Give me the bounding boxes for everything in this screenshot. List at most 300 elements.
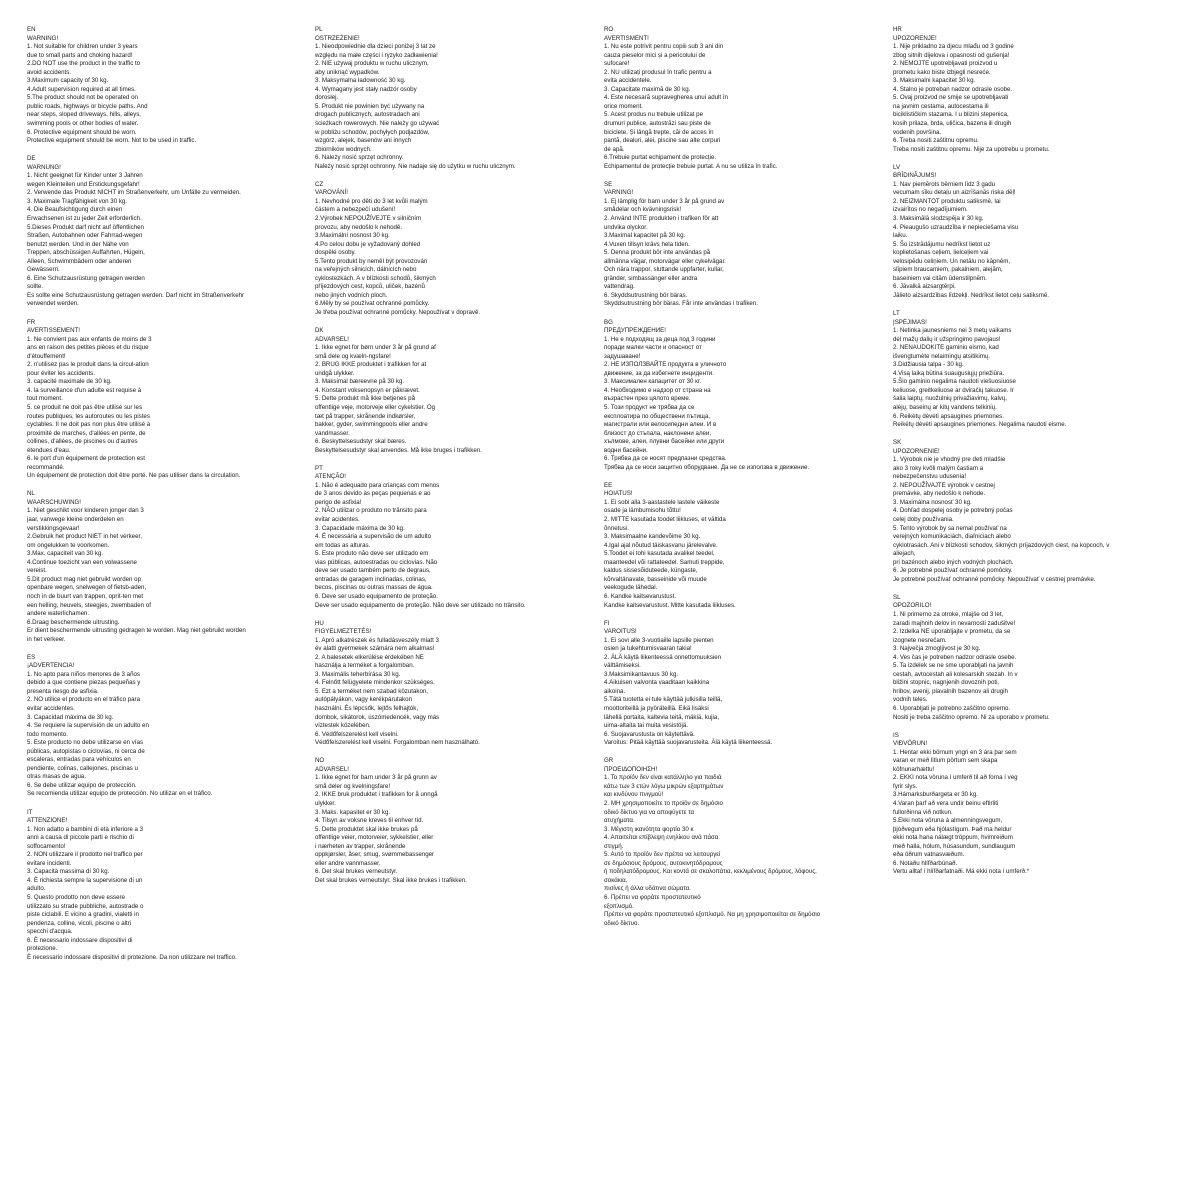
warning-line: entradas de garagem inclinadas, colinas, bbox=[315, 575, 427, 583]
warning-line: Protective equipment should be worn. Not to be used in traffic. bbox=[27, 137, 197, 145]
warning-line: 6. Uporabljati je potrebno zaščitno opremo. bbox=[893, 705, 1011, 713]
warning-line: 2. NU utilizați produsul în trafic pentru a bbox=[604, 68, 712, 76]
warning-line: ekki nota hana nálægt tröppum, hvimreiðum bbox=[893, 834, 1013, 842]
warning-section-sl bbox=[893, 594, 1175, 722]
warning-line: 5. Šo izstrādājumu nedrīkst lietot uz bbox=[893, 240, 991, 248]
warning-line: em todas as alturas. bbox=[315, 541, 371, 549]
language-code: HR bbox=[893, 26, 902, 33]
warning-section-nl bbox=[27, 490, 309, 644]
warning-line: õnnetusi. bbox=[604, 524, 629, 532]
language-code: HU bbox=[315, 619, 324, 627]
warning-line: 1. Не е подходящ за деца под 3 години bbox=[604, 335, 716, 343]
warning-line: експлоатира по обществени пътища, bbox=[604, 412, 711, 420]
warning-line: oppkjørsler, åser, smug, svømmebassenger bbox=[315, 851, 435, 859]
warning-line: 3.Maximální nosnost 30 kg. bbox=[315, 232, 390, 240]
warning-line: allmänna vägar, motorvägar eller cykelvägar. bbox=[604, 257, 726, 265]
warning-line: varan er með litlum pörtum sem skapa bbox=[893, 757, 998, 765]
warning-line: verwendet werden. bbox=[27, 300, 79, 308]
warning-section-hr bbox=[893, 26, 1175, 154]
warning-line: specchi d'acqua. bbox=[27, 928, 73, 936]
warning-line: 4.Po celou dobu je vyžadovaný dohled bbox=[315, 240, 421, 248]
warning-line: οδικό δίκτυο. bbox=[604, 919, 640, 927]
warning-line: routes publiques, les autoroutes ou les pistes bbox=[27, 412, 150, 420]
warning-line: evita accidentele. bbox=[604, 77, 652, 85]
warning-line: sufocare! bbox=[604, 60, 630, 68]
language-code: CZ bbox=[315, 180, 324, 188]
warning-line: osien ja tukehtumisvaaran takia! bbox=[604, 645, 692, 653]
warning-line: 1. Výrobok nie je vhodný pre deti mladšie bbox=[893, 456, 1006, 464]
warning-line: 3. Maximale Tragfähigkeit von 30 kg. bbox=[27, 197, 128, 205]
warning-line: 5.Tento produkt by neměl být provozován bbox=[315, 257, 428, 265]
language-code: NL bbox=[27, 490, 35, 498]
warning-line: 5. Questo prodotto non deve essere bbox=[27, 894, 125, 901]
warning-line: ulykker. bbox=[315, 799, 336, 807]
warning-line: 2. NÃO utilizar o produto no trânsito para bbox=[315, 507, 427, 515]
warning-line: alėjų, baseinų ar kitų vandens telkinių. bbox=[893, 403, 997, 411]
warning-line: 5.Šio gaminio negalima naudoti viešuosiuose bbox=[893, 378, 1016, 386]
warning-line: поради малки части и опасност от bbox=[604, 344, 702, 352]
warning-line: becos, piscinas ou outras massas de água. bbox=[315, 584, 433, 592]
warning-line: ATENÇÃO! bbox=[315, 473, 346, 481]
warning-line: vattendrag. bbox=[604, 283, 635, 291]
warning-line: příjezdových cest, kopců, uliček, bazénů bbox=[315, 283, 425, 291]
warning-line: evitare incidenti. bbox=[27, 859, 72, 867]
warning-line: Je třeba používat ochranné pomůcky. Nepoužívat v dopravě. bbox=[315, 309, 481, 316]
warning-line: Es sollte eine Schutzausrüstung getragen werden. Darf nicht im Straßenverkehr bbox=[27, 291, 245, 299]
warning-line: 4. Se requiere la supervisión de un adulto en bbox=[27, 722, 149, 730]
warning-line: bakker, gyder, swimmingpools eller andre bbox=[315, 421, 428, 429]
warning-line: 3. Μέγιστη ικανότητα φορτίο 30 κ bbox=[604, 825, 694, 833]
warning-line: adulto. bbox=[27, 885, 46, 893]
warning-line: public roads, highways or bicycle paths. And bbox=[27, 102, 148, 110]
warning-line: evitar acidentes. bbox=[315, 516, 360, 524]
warning-line: év alatti gyermekek számára nem alkalmas! bbox=[315, 645, 435, 653]
warning-line: částem a nebezpečí udušení! bbox=[315, 206, 396, 214]
warning-line: Det skal brukes verneutstyr. Skal ikke brukes i trafikken. bbox=[315, 876, 467, 884]
warning-line: 4.Continue toezicht van een volwassene bbox=[27, 558, 137, 566]
warning-line: 2. EKKI nota vöruna í umferð til að forna í veg bbox=[893, 774, 1018, 782]
warning-line: 3. Maximális teherbírása 30 kg. bbox=[315, 670, 401, 678]
warning-line: 6. Πρέπει να φοράτε προστατευτικό bbox=[604, 894, 701, 901]
warning-line: d'étouffement! bbox=[27, 352, 66, 360]
warning-line: Gewässern. bbox=[27, 266, 60, 274]
warning-line: premávke, aby nedošlo k nehode. bbox=[893, 490, 986, 498]
warning-line: piste ciclabili. E vicino a gradini, vialetti in bbox=[27, 911, 139, 919]
warning-line: ĮSPĖJIMAS! bbox=[893, 318, 927, 326]
warning-line: πισίνες ή άλλα υδάτινα σώματα. bbox=[604, 885, 691, 893]
warning-line: 5. Denna produkt bör inte användas på bbox=[604, 249, 711, 257]
warning-line: Och nära trappor, sluttande uppfarter, kullar, bbox=[604, 266, 724, 274]
warning-line: near steps, sloped driveways, hills, alleys, bbox=[27, 111, 141, 119]
warning-line: ή ποδηλατόδρομους. Και κοντά σε σκαλοπάτια, κεκλιμένους δρόμους, λόφους, bbox=[604, 868, 817, 876]
language-code: LT bbox=[893, 309, 900, 317]
warning-line: de 3 anos devido às peças pequenas e ao bbox=[315, 490, 431, 498]
warning-section-bg bbox=[604, 319, 886, 473]
warning-line: deve ser usado também perto de degraus, bbox=[315, 567, 431, 575]
warning-line: zbiorników wodnych. bbox=[315, 145, 372, 153]
warning-line: 2. NEIZMANTOT produktu satiksmē, lai bbox=[893, 197, 1001, 205]
warning-line: swimming pools or other bodies of water. bbox=[27, 120, 139, 128]
warning-line: 3. Maksimalni kapacitet 30 kg. bbox=[893, 77, 976, 85]
warning-line: små deler og kvelningsfare! bbox=[315, 782, 391, 790]
warning-line: 6.Trebuie purtat echipament de protecție. bbox=[604, 154, 717, 162]
warning-line: 5. Ovaj proizvod ne smije se upotrebljavati bbox=[893, 94, 1009, 102]
warning-section-lt bbox=[893, 310, 1175, 430]
warning-line: w pobliżu schodów, pochyłych podjazdów, bbox=[315, 128, 430, 136]
warning-line: smådelar och kvävningsrisk! bbox=[604, 206, 682, 214]
warning-line: 3. Capacitate maximă de 30 kg. bbox=[604, 85, 691, 93]
warning-line: σε δημόσιους δρόμους, αυτοκινητόδρομους bbox=[604, 859, 723, 867]
warning-line: een helling, heuvels, steegjes, zwembaden of bbox=[27, 601, 151, 609]
warning-line: openbare wegen, snelwegen of fietsb-aden, bbox=[27, 584, 147, 592]
warning-line: 2. NEMOJTE upotrebljavati proizvod u bbox=[893, 60, 998, 68]
warning-line: 6.Draag beschermende uitrusting. bbox=[27, 618, 120, 626]
warning-line: vandmasser. bbox=[315, 429, 350, 437]
warning-line: 5. Ezt a terméket nem szabad közutakon, bbox=[315, 687, 428, 695]
column-2 bbox=[315, 26, 597, 895]
language-code: LV bbox=[893, 163, 901, 171]
warning-section-sk bbox=[893, 439, 1175, 584]
warning-line: εξοπλισμό. bbox=[604, 902, 634, 910]
warning-line: 5.Dieses Produkt darf nicht auf öffentlichen bbox=[27, 223, 144, 231]
warning-line: eller andre vannmasser. bbox=[315, 859, 381, 867]
warning-line: ¡ADVERTENCIA! bbox=[27, 662, 75, 670]
warning-line: HOIATUS! bbox=[604, 490, 633, 498]
warning-line: dorosłej. bbox=[315, 94, 339, 102]
warning-line: 5. Dette produkt må ikke betjenes på bbox=[315, 395, 416, 403]
warning-line: fyrir slys. bbox=[893, 782, 918, 790]
warning-line: 4. É necessária a supervisão de um adulto bbox=[315, 533, 432, 541]
language-code: NO bbox=[315, 757, 325, 765]
warning-line: osade ja lämbumisohu tõttu! bbox=[604, 507, 681, 515]
warning-line: 6. Kandke kaitsevarustust. bbox=[604, 592, 677, 600]
warning-line: presenta riesgo de asfixia. bbox=[27, 687, 99, 695]
warning-line: Se recomienda utilizar equipo de protección. No utilizar en el tráfico. bbox=[27, 790, 213, 798]
warning-line: 6. Se debe utilizar equipo de protección. bbox=[27, 781, 137, 789]
warning-line: gränder, simbassänger eller andra bbox=[604, 274, 698, 282]
warning-line: 6. Jāvalkā aizsargtērpi. bbox=[893, 283, 956, 291]
warning-line: þjóðvegum eða hjólastígum. Það ma heldur bbox=[893, 825, 1012, 833]
warning-line: koplietošanas ceļiem, lielceļiem vai bbox=[893, 249, 989, 257]
warning-line: 1. Ikke egnet for barn under 3 år på grunn av bbox=[315, 774, 437, 782]
warning-line: vecumam sīku detaļu un aizrīšanās riska dēļ! bbox=[893, 189, 1016, 197]
warning-line: recommandé. bbox=[27, 463, 65, 471]
warning-line: cauza pieselor mici și a pericolului de bbox=[604, 51, 706, 59]
warning-line: protezione. bbox=[27, 945, 58, 953]
warning-line: 2. NEPOUŽÍVAJTE výrobok v cestnej bbox=[893, 481, 995, 489]
warning-line: 4. Felnőtt felügyelete mindenkor szükséges. bbox=[315, 679, 435, 687]
warning-line: 5.Toodet ei tohi kasutada avalikel teedel, bbox=[604, 550, 715, 558]
warning-line: ATTENZIONE! bbox=[27, 817, 68, 825]
warning-line: Reikėtų dėvėti apsaugines priemones. Negalima naudoti eisme. bbox=[893, 421, 1067, 429]
warning-line: ΠΡΟΕΙΔΟΠΟΙΗΣΗ! bbox=[604, 765, 658, 773]
warning-line: 4. Este necesară supravegherea unui adult în bbox=[604, 94, 728, 102]
warning-line: 1. Ikke egnet for børn under 3 år på grund af bbox=[315, 344, 436, 352]
warning-line: víztestek közelében. bbox=[315, 722, 371, 730]
warning-line: zbog sitnih dijelova i opasnosti od gušenja! bbox=[893, 51, 1010, 59]
warning-section-it bbox=[27, 809, 309, 963]
warning-line: prometu kako biste izbjegli nesreće. bbox=[893, 68, 991, 76]
warning-line: 1. Το προϊόν δεν είναι κατάλληλο για παιδιά bbox=[604, 774, 722, 782]
warning-line: 2.Gebruik het product NIET in het verkeer, bbox=[27, 533, 142, 541]
warning-line: 5. ce produit ne doit pas être utilisé sur les bbox=[27, 403, 143, 411]
warning-line: względu na małe części i ryzyko zadławienia! bbox=[315, 51, 438, 59]
warning-line: Nositi je treba zaščitno opremo. Ni za uporabo v prometu. bbox=[893, 713, 1050, 721]
warning-line: drogach publicznych, autostradach ani bbox=[315, 111, 420, 119]
warning-line: hribov, avenij, plavalnih bazenov ali drugih bbox=[893, 687, 1008, 695]
warning-line: 3. Maximálna nosnosť 30 kg. bbox=[893, 498, 972, 506]
language-code: PT bbox=[315, 464, 323, 472]
warning-line: tæt på trapper, skrånende indkørsler, bbox=[315, 412, 416, 420]
warning-line: 5. Este produto não deve ser utilizado em bbox=[315, 550, 429, 558]
warning-line: keliuose, greitkeliuose ar dviračių takuose. Ir bbox=[893, 386, 1014, 394]
warning-line: pendenza, colline, vicoli, piscine o altri bbox=[27, 919, 132, 927]
warning-line: offentlige veje, motorveje eller cykelstier. Og bbox=[315, 403, 436, 411]
warning-line: 3.Maximum capacity of 30 kg. bbox=[27, 77, 109, 85]
warning-line: fullorðinna við notkun. bbox=[893, 808, 953, 816]
warning-line: Kandke kaitsevarustust. Mitte kasutada liikluses. bbox=[604, 601, 736, 609]
warning-line: 6. È necessario indossare dispositivi di bbox=[27, 936, 133, 944]
warning-line: ατυχήματα. bbox=[604, 817, 635, 825]
warning-line: noch in de buurt van trappen, oprit-ten met bbox=[27, 592, 144, 600]
warning-line: 5. Dette produktet skal ikke brukes på bbox=[315, 825, 418, 833]
warning-line: 5.Tätä tuotetta ei tule käyttää julkisilla teillä, bbox=[604, 696, 723, 704]
language-code: GR bbox=[604, 757, 614, 765]
warning-line: 4.Adult supervision required at all times. bbox=[27, 85, 136, 93]
warning-line: na veřejných silnicích, dálnicích nebo bbox=[315, 266, 417, 274]
warning-line: Vertu alltaf í hlífðarfatnaði. Má ekki nota í umferð.* bbox=[893, 868, 1030, 876]
warning-line: de apă. bbox=[604, 145, 625, 153]
warning-line: 1. Ni primerno za otroke, mlajše od 3 let, bbox=[893, 611, 1004, 618]
warning-line: Трябва да се носи защитно оборудване. Да не се използва в движение. bbox=[604, 463, 810, 471]
warning-line: biciclete. Și lângă trepte, căi de acces în bbox=[604, 128, 714, 136]
warning-line: 3. Maksymalna ładowność 30 kg. bbox=[315, 77, 406, 85]
warning-line: utilizzato su strade pubbliche, autostrade o bbox=[27, 902, 144, 910]
warning-line: 3. Максимален капацитет от 30 кг. bbox=[604, 378, 702, 386]
warning-line: kõrvaltänavate, basseinide või muude bbox=[604, 575, 707, 583]
warning-line: 3. Capacidad máxima de 30 kg. bbox=[27, 713, 114, 721]
warning-line: 5.The product should not be operated on bbox=[27, 94, 138, 102]
warning-line: otras masas de agua. bbox=[27, 773, 87, 781]
warning-section-is bbox=[893, 732, 1175, 877]
warning-line: 4. Wymagany jest stały nadzór osoby bbox=[315, 85, 417, 93]
warning-section-hu bbox=[315, 620, 597, 748]
warning-line: 4.Aikuisen valvonta vaaditaan kaikkina bbox=[604, 679, 710, 687]
warning-line: ako 3 roky kvôli malým častiam a bbox=[893, 464, 984, 472]
warning-line: È necessario indossare dispositivi di protezione. Da non utilizzare nel traffico. bbox=[27, 953, 237, 961]
language-code: SK bbox=[893, 439, 902, 447]
warning-line: Je potrebné používať ochranné pomôcky. Nepoužívať v cestnej premávke. bbox=[893, 575, 1096, 583]
warning-line: dėl mažų dalių ir užspringimo pavojaus! bbox=[893, 335, 1001, 343]
warning-line: BRĪDINĀJUMS! bbox=[893, 172, 937, 180]
warning-line: 1. Niet geschikt voor kinderen jonger dan 3 bbox=[27, 507, 144, 515]
warning-line: водни басейни. bbox=[604, 446, 648, 454]
warning-line: 1. Nav piemērots bērniem līdz 3 gadu bbox=[893, 180, 996, 188]
language-code: SE bbox=[604, 180, 613, 188]
warning-line: dombok, sikátorok, úszómedencék, vagy más bbox=[315, 713, 440, 721]
warning-line: близост до стъпала, наклонени алеи, bbox=[604, 429, 712, 437]
warning-line: biciklističkim stazama. I u blizini stepenica, bbox=[893, 111, 1009, 119]
warning-line: UPOZORNENIE! bbox=[893, 447, 940, 455]
warning-section-ee bbox=[604, 482, 886, 610]
warning-section-cz bbox=[315, 181, 597, 318]
warning-line: slīpiem braucamiem, pakalniem, alejām, bbox=[893, 266, 1003, 274]
warning-line: 4. Необходимо е надзор от страна на bbox=[604, 386, 711, 394]
warning-line: aby uniknąć wypadków. bbox=[315, 68, 380, 76]
warning-line: VIÐVÖRUN! bbox=[893, 740, 928, 748]
warning-line: 4.Igal ajal nõutud täiskasvanu järelevalve. bbox=[604, 541, 718, 549]
warning-line: vias públicas, autoestradas ou ciclovias. Não bbox=[315, 558, 438, 566]
warning-line: 3.Maksimikantavuus 30 kg. bbox=[604, 670, 679, 678]
warning-line: wegen Kleinteilen und Erstickungsgefahr! bbox=[27, 180, 140, 188]
language-code: BG bbox=[604, 318, 613, 326]
warning-line: na javnim cestama, autocestama ili bbox=[893, 102, 989, 110]
warning-line: lähellä portaita, kaltevia teitä, mäkiä, kujia, bbox=[604, 713, 720, 721]
language-code: EN bbox=[27, 26, 36, 33]
warning-line: 4.Varan þarf að vera undir beinu eftirliti bbox=[893, 799, 999, 807]
warning-line: 3.Maximal kapacitet på 30 kg. bbox=[604, 232, 686, 240]
warning-line: 5. Tento výrobok by sa nemal používať na bbox=[893, 524, 1007, 532]
warning-line: escaleras, entradas para vehículos en bbox=[27, 756, 131, 764]
warning-line: vereist. bbox=[27, 567, 47, 575]
warning-line: 5. Este producto no debe utilizarse en vías bbox=[27, 739, 144, 747]
warning-line: 2.DO NOT use the product in the traffic to bbox=[27, 60, 141, 68]
warning-line: debido a que contiene piezas pequeñas y bbox=[27, 679, 141, 687]
warning-line: wzgórz, alejek, basenów ani innych bbox=[315, 137, 412, 145]
warning-line: provozu, aby nedošlo k nehodě. bbox=[315, 223, 403, 231]
warning-line: baseiniem vai citām ūdenstilpnēm. bbox=[893, 274, 987, 282]
warning-line: ścieżkach rowerowych. Nie należy go używać bbox=[315, 120, 440, 128]
warning-line: 3. Maksimālā slodzspēja ir 30 kg. bbox=[893, 214, 984, 222]
warning-line: 4. Ves čas je potreben nadzor odrasle osebe. bbox=[893, 653, 1017, 661]
warning-line: verejných komunikáciách, diaľniciach alebo bbox=[893, 533, 1011, 541]
warning-line: sollte. bbox=[27, 283, 44, 291]
warning-line: Erwachsenen ist zu jeder Zeit erforderlich. bbox=[27, 214, 142, 222]
warning-line: 2.Výrobek NEPOUŽÍVEJTE v silničním bbox=[315, 214, 422, 222]
warning-line: 3. Maksimaalne kandevõime 30 kg. bbox=[604, 533, 701, 541]
warning-line: Treppen, abschüssigen Auffahrten, Hügeln, bbox=[27, 249, 145, 257]
warning-line: 6. Treba nositi zaštitnu opremu. bbox=[893, 137, 979, 145]
language-code: DE bbox=[27, 155, 36, 163]
warning-line: todo momento. bbox=[27, 730, 68, 738]
warning-line: WAARSCHUWING! bbox=[27, 498, 82, 506]
warning-line: 4. Pieaugušo uzraudzība ir nepieciešama visu bbox=[893, 223, 1019, 231]
warning-line: offentlige veier, motorveier, sykkelstier, eller bbox=[315, 834, 434, 842]
warning-line: laiku. bbox=[893, 232, 908, 240]
warning-line: vodenih površina. bbox=[893, 128, 942, 136]
warning-line: 4. È richiesta sempre la supervisione di un bbox=[27, 876, 143, 884]
warning-line: 6. Skyddsutrustning bör bäras. bbox=[604, 291, 688, 299]
warning-line: 2. NO utilice el producto en el tráfico para bbox=[27, 696, 140, 704]
warning-line: Należy nosić sprzęt ochronny. Nie nadaje się do użytku w ruchu ulicznym. bbox=[315, 162, 516, 170]
warning-line: cyklostezkách. A v blízkosti schodů, šikmých bbox=[315, 274, 436, 282]
warning-line: Πρέπει να φοράτε προστατευτικό εξοπλισμό. Να μη χρησιμοποιείται σε δημόσιο bbox=[604, 911, 821, 919]
warning-line: nebo jiných vodních ploch. bbox=[315, 291, 388, 299]
warning-line: izvairītos no negadījumiem. bbox=[893, 206, 968, 214]
warning-line: eða öðrum vatnasvæðum. bbox=[893, 851, 965, 859]
warning-line: cyklotrasách. Ani v blízkosti schodov, šikmých príjazdových ciest, na kopcoch, v bbox=[893, 541, 1110, 549]
warning-line: 1. Nije prikladno za djecu mlađu od 3 godine bbox=[893, 43, 1014, 51]
warning-line: възрастен през цялото време. bbox=[604, 395, 691, 403]
warning-line: zaradi majhnih delov in nevarnosti zadušitve! bbox=[893, 619, 1016, 627]
warning-line: 6. Należy nosić sprzęt ochronny. bbox=[315, 154, 404, 162]
warning-line: cestah, avtocestah ali kolesarskih stezah. In v bbox=[893, 670, 1018, 678]
warning-line: 5. Ta izdelek se ne sme uporabljati na javnih bbox=[893, 662, 1014, 670]
warning-line: 1. Ei sovi alle 3-vuotiaille lapsille pienten bbox=[604, 636, 714, 644]
warning-line: 1. Nieodpowiednie dla dzieci poniżej 3 lat ze bbox=[315, 43, 436, 51]
warning-line: 4. Απαιτείται επίβλεψη ενηλίκου ανά πάσα bbox=[604, 834, 719, 842]
warning-line: Deve ser usado equipamento de proteção. Não deve ser utilizado no trânsito. bbox=[315, 601, 526, 609]
warning-line: due to small parts and choking hazard! bbox=[27, 51, 133, 59]
warning-line: 2. NENAUDOKITE gaminio eismo, kad bbox=[893, 344, 999, 352]
warning-line: 2. BRUG IKKE produktet i trafikken for at bbox=[315, 361, 427, 369]
warning-line: kaldus sissesõiduteede, küngaste, bbox=[604, 567, 698, 575]
warning-line: i nærheten av trapper, skrånende bbox=[315, 842, 406, 850]
warning-section-fr bbox=[27, 319, 309, 481]
warning-line: ADVARSEL! bbox=[315, 765, 350, 773]
warning-line: Védőfelszerelést kell viselni. Forgalomban nem használható. bbox=[315, 739, 480, 747]
warning-section-no bbox=[315, 757, 597, 885]
warning-line: használni. És lépcsők, lejtős felhajtók, bbox=[315, 705, 419, 713]
warning-line: Alleen, Schwimmbädern oder anderen bbox=[27, 257, 132, 265]
warning-line: bližini stopnic, nagnjenih dovoznih poti, bbox=[893, 679, 1000, 687]
column-3 bbox=[604, 26, 886, 938]
warning-section-fi bbox=[604, 620, 886, 748]
warning-line: 4. Konstant voksenopsyn er påkrævet. bbox=[315, 386, 420, 394]
warning-line: Skyddsutrustning bör bäras. Får inte användas i trafiken. bbox=[604, 300, 758, 308]
warning-line: οδικό δίκτυο για να αποφύγετε τα bbox=[604, 808, 695, 816]
warning-line: 1. Hentar ekki börnum yngri en 3 ára þar sem bbox=[893, 748, 1017, 756]
warning-line: 6. Eine Schutzausrüstung getragen werden bbox=[27, 274, 145, 282]
warning-line: tout moment. bbox=[27, 395, 63, 403]
warning-section-pl bbox=[315, 26, 597, 171]
warning-line: Er dient beschermende uitrusting gedragen te worden. Mag niet gebruikt worden bbox=[27, 627, 246, 635]
warning-section-se bbox=[604, 181, 886, 309]
warning-line: 4.Vuxen tillsyn krävs hela tiden. bbox=[604, 240, 690, 248]
warning-line: veekogude lähedal. bbox=[604, 584, 658, 592]
language-code: PL bbox=[315, 26, 323, 33]
warning-line: autópályákon, vagy kerékpárutakon bbox=[315, 696, 412, 704]
warning-line: στιγμή. bbox=[604, 842, 624, 850]
warning-line: VAROVÁNÍ! bbox=[315, 189, 348, 197]
warning-line: izognete nesrečam. bbox=[893, 636, 947, 644]
warning-line: 1. Not suitable for children under 3 years bbox=[27, 43, 138, 51]
warning-line: étendues d'eau. bbox=[27, 446, 71, 454]
warning-line: velosipēdu celiņiem. Un netālu no kāpnēm, bbox=[893, 257, 1011, 265]
warning-line: 2. IKKE bruk produktet i trafikken for å unngå bbox=[315, 791, 438, 799]
warning-line: 4. Tilsyn av voksne kreves til enhver tid. bbox=[315, 817, 424, 825]
warning-line: anni a causa di piccole parti e rischio di bbox=[27, 834, 134, 842]
warning-line: pour éviter les accidents. bbox=[27, 369, 95, 377]
warning-line: Beskyttelsesudstyr skal anvendes. Må ikke bruges i trafikken. bbox=[315, 446, 482, 454]
warning-line: 1. Nicht geeignet für Kinder unter 3 Jahren bbox=[27, 172, 143, 180]
warning-line: avoid accidents. bbox=[27, 68, 72, 76]
warning-line: 4. Die Beaufsichtigung durch einen bbox=[27, 206, 123, 214]
warning-line: WARNUNG! bbox=[27, 163, 61, 171]
warning-line: 2. ÄLÄ käytä liikenteessä onnettomuuksien bbox=[604, 653, 722, 661]
warning-section-dk bbox=[315, 327, 597, 455]
warning-line: verstikkingsgevaar! bbox=[27, 524, 80, 532]
warning-line: 3. Capacidade máxima de 30 kg. bbox=[315, 524, 405, 532]
warning-line: välttämiseksi. bbox=[604, 662, 641, 670]
warning-line: undvika olyckor. bbox=[604, 223, 648, 231]
warning-line: használja a terméket a forgalomban. bbox=[315, 662, 415, 670]
warning-line: хълмове, алеи, плувни басейни или други bbox=[604, 438, 725, 446]
warning-line: 4. la surveillance d'un adulte est requise à bbox=[27, 386, 142, 394]
warning-line: 6. Suojavarustusta on käytettävä. bbox=[604, 730, 695, 738]
warning-line: 5. Produkt nie powinien być używany na bbox=[315, 102, 425, 110]
warning-line: 6. Трябва да се носят предпазни средства. bbox=[604, 455, 727, 463]
